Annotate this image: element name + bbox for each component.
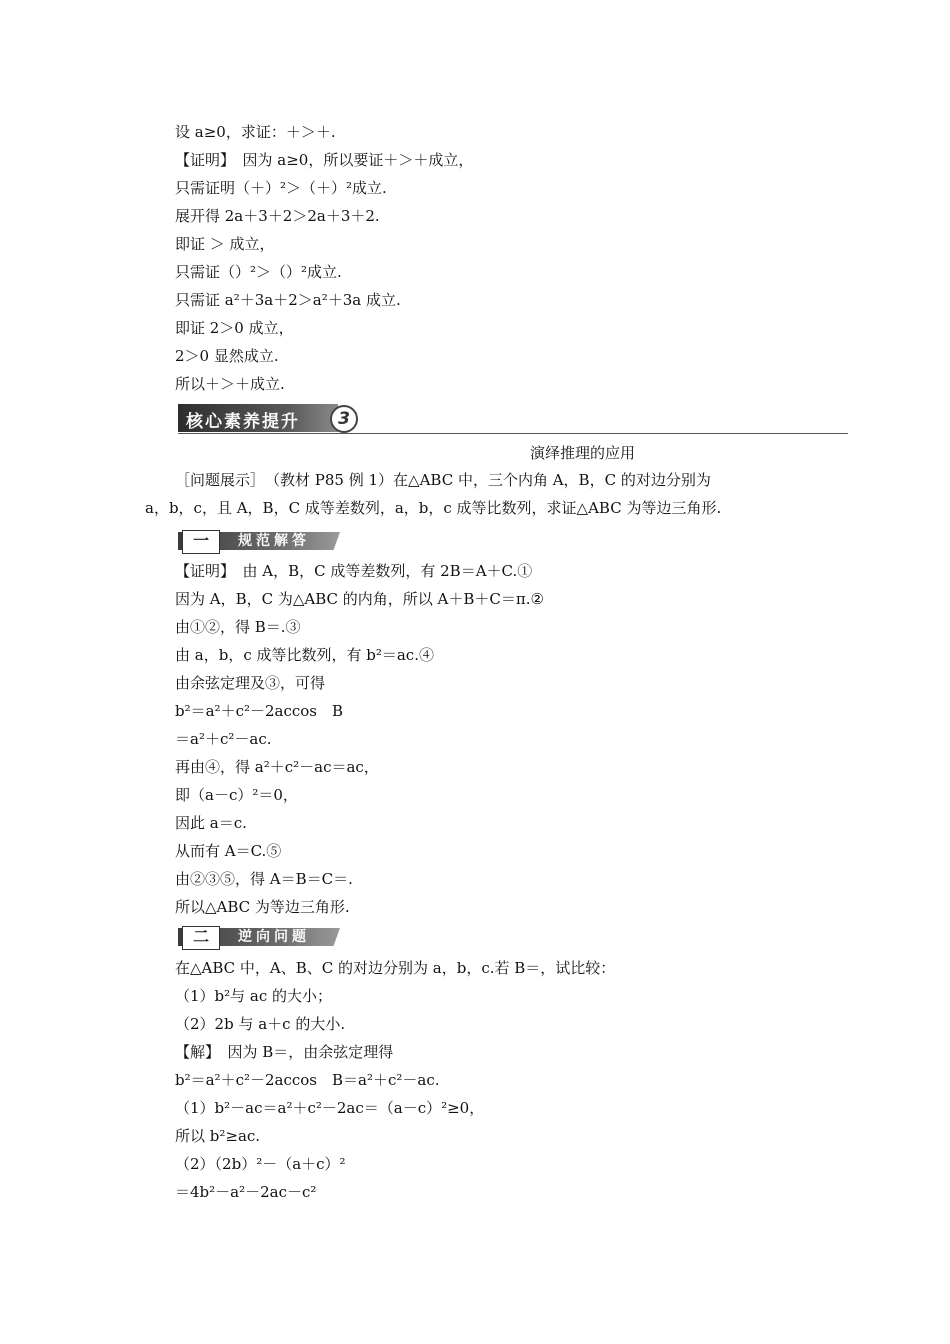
text-line: 【解】 因为 B＝，由余弦定理得 bbox=[175, 1043, 394, 1061]
text-line: ＝4b²－a²－2ac－c² bbox=[175, 1183, 317, 1201]
banner-number: 3 bbox=[330, 405, 358, 433]
text-line: 只需证（）²＞（）²成立. bbox=[175, 263, 342, 281]
section-title: 演绎推理的应用 bbox=[530, 444, 636, 462]
text-line: 因此 a＝c. bbox=[175, 814, 247, 832]
banner-label: 核心素养提升 bbox=[186, 412, 300, 432]
text-line: 由②③⑤，得 A＝B＝C＝. bbox=[175, 870, 353, 888]
text-line: （2）（2b）²－（a＋c）² bbox=[175, 1155, 346, 1173]
text-line: 由 a，b，c 成等比数列，有 b²＝ac.④ bbox=[175, 646, 434, 664]
text-line: 即（a－c）²＝0， bbox=[175, 786, 298, 804]
text-line: 即证 ＞ 成立， bbox=[175, 235, 275, 253]
text-line: 由①②，得 B＝.③ bbox=[175, 618, 301, 636]
tag-inverse-problem bbox=[178, 926, 340, 948]
text-line: ［问题展示］ （教材 P85 例 1）在△ABC 中，三个内角 A，B，C 的对边分别为 bbox=[175, 471, 711, 489]
text-line: b²＝a²＋c²－2accos B bbox=[175, 702, 344, 720]
text-line: 展开得 2a＋3＋2＞2a＋3＋2. bbox=[175, 207, 380, 225]
text-line: 2＞0 显然成立. bbox=[175, 347, 279, 365]
tag-label: 规范解答 bbox=[238, 533, 310, 549]
text-line: 只需证 a²＋3a＋2＞a²＋3a 成立. bbox=[175, 291, 401, 309]
banner-rule bbox=[178, 433, 848, 434]
text-line: 只需证明（＋）²＞（＋）²成立. bbox=[175, 179, 387, 197]
text-line: 所以 b²≥ac. bbox=[175, 1127, 261, 1145]
text-line: 在△ABC 中，A、B、C 的对边分别为 a，b，c.若 B＝，试比较： bbox=[175, 959, 616, 977]
text-line: ＝a²＋c²－ac. bbox=[175, 730, 272, 748]
tag-number: 二 bbox=[182, 926, 220, 950]
text-line: b²＝a²＋c²－2accos B＝a²＋c²－ac. bbox=[175, 1071, 440, 1089]
text-line: （1）b²与 ac 的大小； bbox=[175, 987, 333, 1005]
text-line: 再由④，得 a²＋c²－ac＝ac， bbox=[175, 758, 379, 776]
text-line: 所以△ABC 为等边三角形. bbox=[175, 898, 350, 916]
text-line: 【证明】 因为 a≥0，所以要证＋＞＋成立， bbox=[175, 151, 474, 169]
text-line: 所以＋＞＋成立. bbox=[175, 375, 285, 393]
tag-standard-solution bbox=[178, 530, 340, 552]
text-line: 【证明】 由 A，B，C 成等差数列，有 2B＝A＋C.① bbox=[175, 562, 533, 580]
section-banner bbox=[178, 404, 358, 432]
text-line: 由余弦定理及③，可得 bbox=[175, 674, 326, 692]
text-line: （1）b²－ac＝a²＋c²－2ac＝（a－c）²≥0， bbox=[175, 1099, 485, 1117]
text-line: （2）2b 与 a＋c 的大小. bbox=[175, 1015, 346, 1033]
tag-number: 一 bbox=[182, 530, 220, 554]
text-line: 从而有 A＝C.⑤ bbox=[175, 842, 282, 860]
tag-label: 逆向问题 bbox=[238, 929, 310, 945]
text-line: 设 a≥0，求证：＋＞＋. bbox=[175, 123, 336, 141]
text-line: 因为 A，B，C 为△ABC 的内角，所以 A＋B＋C＝π.② bbox=[175, 590, 544, 608]
text-line: 即证 2＞0 成立， bbox=[175, 319, 294, 337]
text-line: a，b，c，且 A，B，C 成等差数列，a，b，c 成等比数列，求证△ABC 为等边三角形. bbox=[145, 499, 722, 517]
